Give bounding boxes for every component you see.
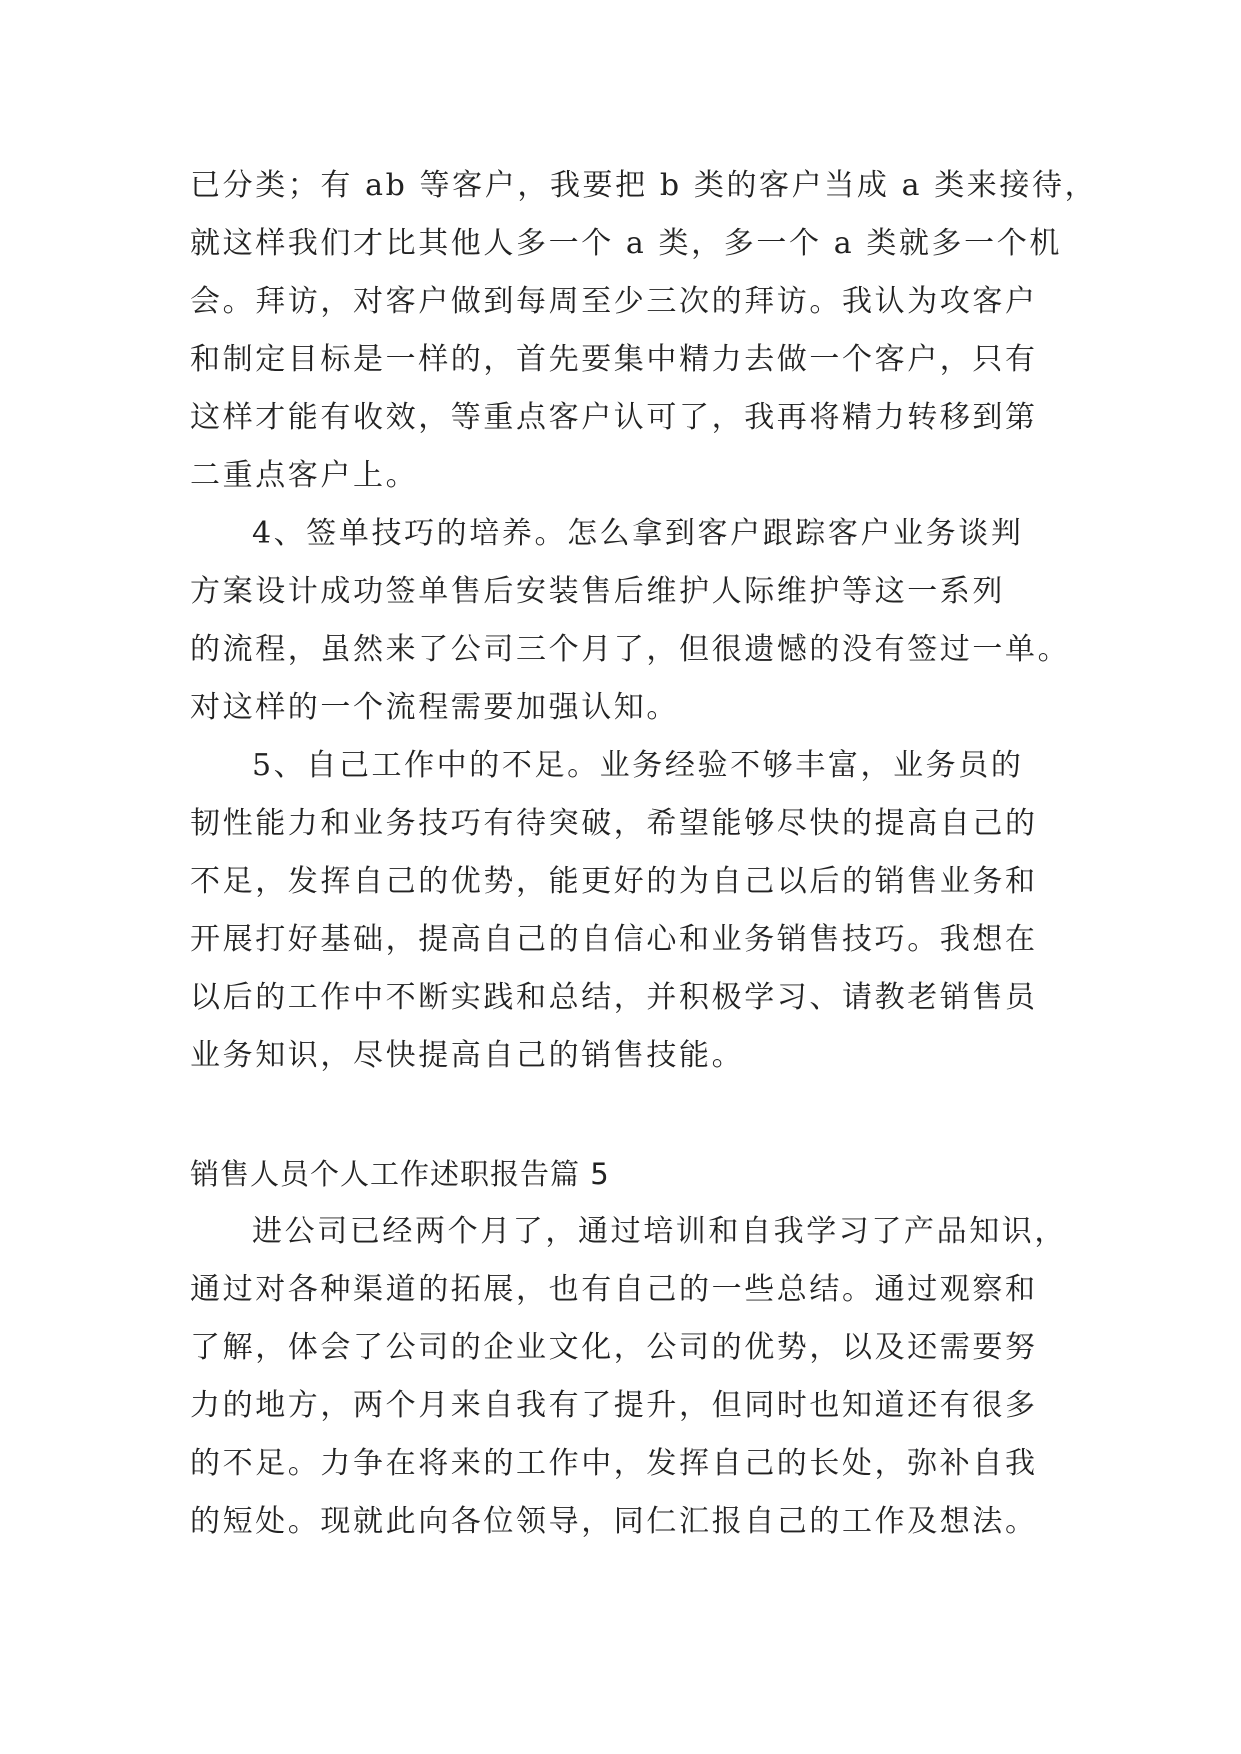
paragraph-line: 5、自己工作中的不足。业务经验不够丰富，业务员的 [252,748,1024,783]
paragraph-line: 通过对各种渠道的拓展，也有自己的一些总结。通过观察和 [190,1272,1038,1307]
paragraph-line: 力的地方，两个月来自我有了提升，但同时也知道还有很多 [190,1388,1038,1423]
paragraph-line: 业务知识，尽快提高自己的销售技能。 [190,1038,745,1073]
paragraph-line: 4、签单技巧的培养。怎么拿到客户跟踪客户业务谈判 [252,516,1024,551]
paragraph-line: 的短处。现就此向各位领导，同仁汇报自己的工作及想法。 [190,1504,1038,1539]
paragraph-line: 的流程，虽然来了公司三个月了，但很遗憾的没有签过一单。 [190,632,1071,667]
paragraph-line: 已分类；有 ab 等客户，我要把 b 类的客户当成 a 类来接待， [190,168,1098,203]
paragraph-line: 韧性能力和业务技巧有待突破，希望能够尽快的提高自己的 [190,806,1038,841]
paragraph-line: 进公司已经两个月了，通过培训和自我学习了产品知识， [252,1214,1067,1249]
paragraph-line: 方案设计成功签单售后安装售后维护人际维护等这一系列 [190,574,1005,609]
paragraph-line: 的不足。力争在将来的工作中，发挥自己的长处，弥补自我 [190,1446,1038,1481]
paragraph-line: 对这样的一个流程需要加强认知。 [190,690,679,725]
paragraph-line: 不足，发挥自己的优势，能更好的为自己以后的销售业务和 [190,864,1038,899]
paragraph-line: 二重点客户上。 [190,458,419,493]
section-title: 销售人员个人工作述职报告篇 5 [190,1157,610,1191]
paragraph-line: 以后的工作中不断实践和总结，并积极学习、请教老销售员 [190,980,1038,1015]
paragraph-line: 了解，体会了公司的企业文化，公司的优势，以及还需要努 [190,1330,1038,1365]
paragraph-line: 会。拜访，对客户做到每周至少三次的拜访。我认为攻客户 [190,284,1038,319]
paragraph-line: 就这样我们才比其他人多一个 a 类，多一个 a 类就多一个机 [190,226,1062,261]
paragraph-line: 这样才能有收效，等重点客户认可了，我再将精力转移到第 [190,400,1038,435]
paragraph-line: 和制定目标是一样的，首先要集中精力去做一个客户，只有 [190,342,1038,377]
paragraph-line: 开展打好基础，提高自己的自信心和业务销售技巧。我想在 [190,922,1038,957]
